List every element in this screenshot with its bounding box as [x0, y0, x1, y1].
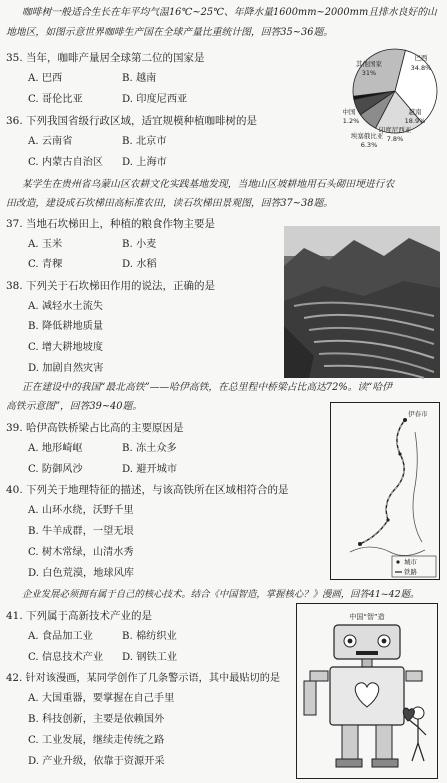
q36-stem: 36. 下列我国省级行政区域，适宜规模种植咖啡树的是	[6, 115, 258, 127]
q39-option-d[interactable]: D. 避开城市	[122, 464, 178, 475]
q35-option-c[interactable]: C. 哥伦比亚	[28, 94, 83, 105]
terrace-photo	[284, 226, 440, 378]
q37-stem: 37. 当地石坎梯田上，种植的粮食作物主要是	[6, 218, 216, 230]
pie-label-1: 越南	[408, 108, 422, 116]
q40-option-a[interactable]: A. 山环水绕，沃野千里	[28, 505, 134, 516]
pie-value-3: 6.3%	[360, 141, 378, 149]
pie-label-3: 埃塞俄比亚	[350, 132, 384, 140]
q35-stem: 35. 当年，咖啡产量居全球第二位的国家是	[6, 52, 205, 64]
q38-option-c[interactable]: C. 增大耕地坡度	[28, 342, 104, 353]
q42-option-d[interactable]: D. 产业升级，依靠于资源开采	[28, 756, 165, 767]
pie-label-2: 印度尼西亚	[378, 126, 412, 134]
map-city-yichun: 伊春市	[408, 410, 428, 418]
cartoon-robot	[296, 603, 438, 779]
q36-option-b[interactable]: B. 北京市	[122, 136, 167, 147]
q39-stem: 39. 哈伊高铁桥梁占比高的主要原因是	[6, 422, 184, 434]
pie-value-4: 1.2%	[342, 117, 360, 125]
q41-option-c[interactable]: C. 信息技术产业	[28, 652, 104, 663]
q38-option-a[interactable]: A. 减轻水土流失	[28, 301, 103, 312]
q35-option-d[interactable]: D. 印度尼西亚	[122, 94, 188, 105]
q40-option-b[interactable]: B. 牛羊成群，一望无垠	[28, 526, 134, 537]
q38-option-d[interactable]: D. 加剧自然灾害	[28, 363, 104, 374]
q41-stem: 41. 下列属于高新技术产业的是	[6, 610, 153, 622]
q38-option-b[interactable]: B. 降低耕地质量	[28, 321, 104, 332]
intro-coffee-line1: 咖啡树一般适合生长在年平均气温16℃~25℃、年降水量1600mm~2000mm且排水良好的山	[22, 7, 437, 18]
q36-option-a[interactable]: A. 云南省	[28, 136, 73, 147]
intro-railway-line1: 正在建设中的我国“最北高铁”——哈伊高铁，在总里程中桥梁占比高达72%。读“哈伊	[22, 382, 392, 393]
q36-option-c[interactable]: C. 内蒙古自治区	[28, 157, 104, 168]
intro-coffee-line2: 地地区，如图示意世界咖啡生产国在全球产量比重统计图，回答35~36题。	[6, 27, 334, 38]
q40-option-d[interactable]: D. 白色荒漠，地球风库	[28, 568, 134, 579]
railway-map	[330, 402, 440, 580]
q42-option-b[interactable]: B. 科技创新，主要是依赖国外	[28, 714, 165, 725]
q35-option-a[interactable]: A. 巴西	[28, 73, 63, 84]
intro-cartoon-line1: 企业发展必须拥有属于自己的核心技术。结合《中国智造，掌握核心？》漫画，回答41~42题。	[22, 589, 420, 600]
pie-value-2: 7.8%	[386, 135, 404, 143]
q38-stem: 38. 下列关于石坎梯田作用的说法，正确的是	[6, 280, 216, 292]
map-legend-city: 城市	[404, 558, 417, 566]
q37-option-b[interactable]: B. 小麦	[122, 239, 157, 250]
q37-option-c[interactable]: C. 青稞	[28, 259, 63, 270]
q41-option-d[interactable]: D. 钢铁工业	[122, 652, 178, 663]
pie-label-0: 巴西	[414, 54, 428, 62]
q39-option-b[interactable]: B. 冻土众多	[122, 443, 177, 454]
intro-railway-line2: 高铁示意图”，回答39~40题。	[6, 401, 143, 412]
pie-value-5: 31%	[361, 69, 377, 77]
pie-value-0: 34.8%	[410, 64, 432, 72]
pie-label-4: 中国	[342, 108, 356, 116]
q37-option-a[interactable]: A. 玉米	[28, 239, 63, 250]
intro-terrace-line2: 田改造，建设成石坎梯田高标准农田，读石坎梯田景观图，回答37~38题。	[6, 198, 334, 209]
q39-option-a[interactable]: A. 地形崎岖	[28, 443, 83, 454]
q42-option-c[interactable]: C. 工业发展，继续走传统之路	[28, 735, 165, 746]
q42-stem: 42. 针对该漫画，某同学创作了几条警示语，其中最贴切的是	[6, 673, 281, 684]
q41-option-b[interactable]: B. 棉纺织业	[122, 631, 177, 642]
cartoon-label: 中国“智”造	[349, 613, 385, 621]
pie-value-1: 18.9%	[404, 117, 426, 125]
q35-option-b[interactable]: B. 越南	[122, 73, 157, 84]
pie-label-5: 其他国家	[356, 60, 382, 68]
q39-option-c[interactable]: C. 防御风沙	[28, 464, 83, 475]
q37-option-d[interactable]: D. 水稻	[122, 259, 157, 270]
q41-option-a[interactable]: A. 食品加工业	[28, 631, 93, 642]
map-legend-railway: 铁路	[404, 568, 417, 576]
q36-option-d[interactable]: D. 上海市	[122, 157, 167, 168]
q40-option-c[interactable]: C. 树木常绿，山清水秀	[28, 547, 134, 558]
q40-stem: 40. 下列关于地理特征的描述，与该高铁所在区域相符合的是	[6, 484, 289, 496]
q42-option-a[interactable]: A. 大国重器，要掌握在自己手里	[28, 693, 175, 704]
intro-terrace-line1: 某学生在贵州省乌蒙山区农耕文化实践基地发现，当地山区坡耕地用石头砌田埂进行农	[22, 179, 395, 190]
